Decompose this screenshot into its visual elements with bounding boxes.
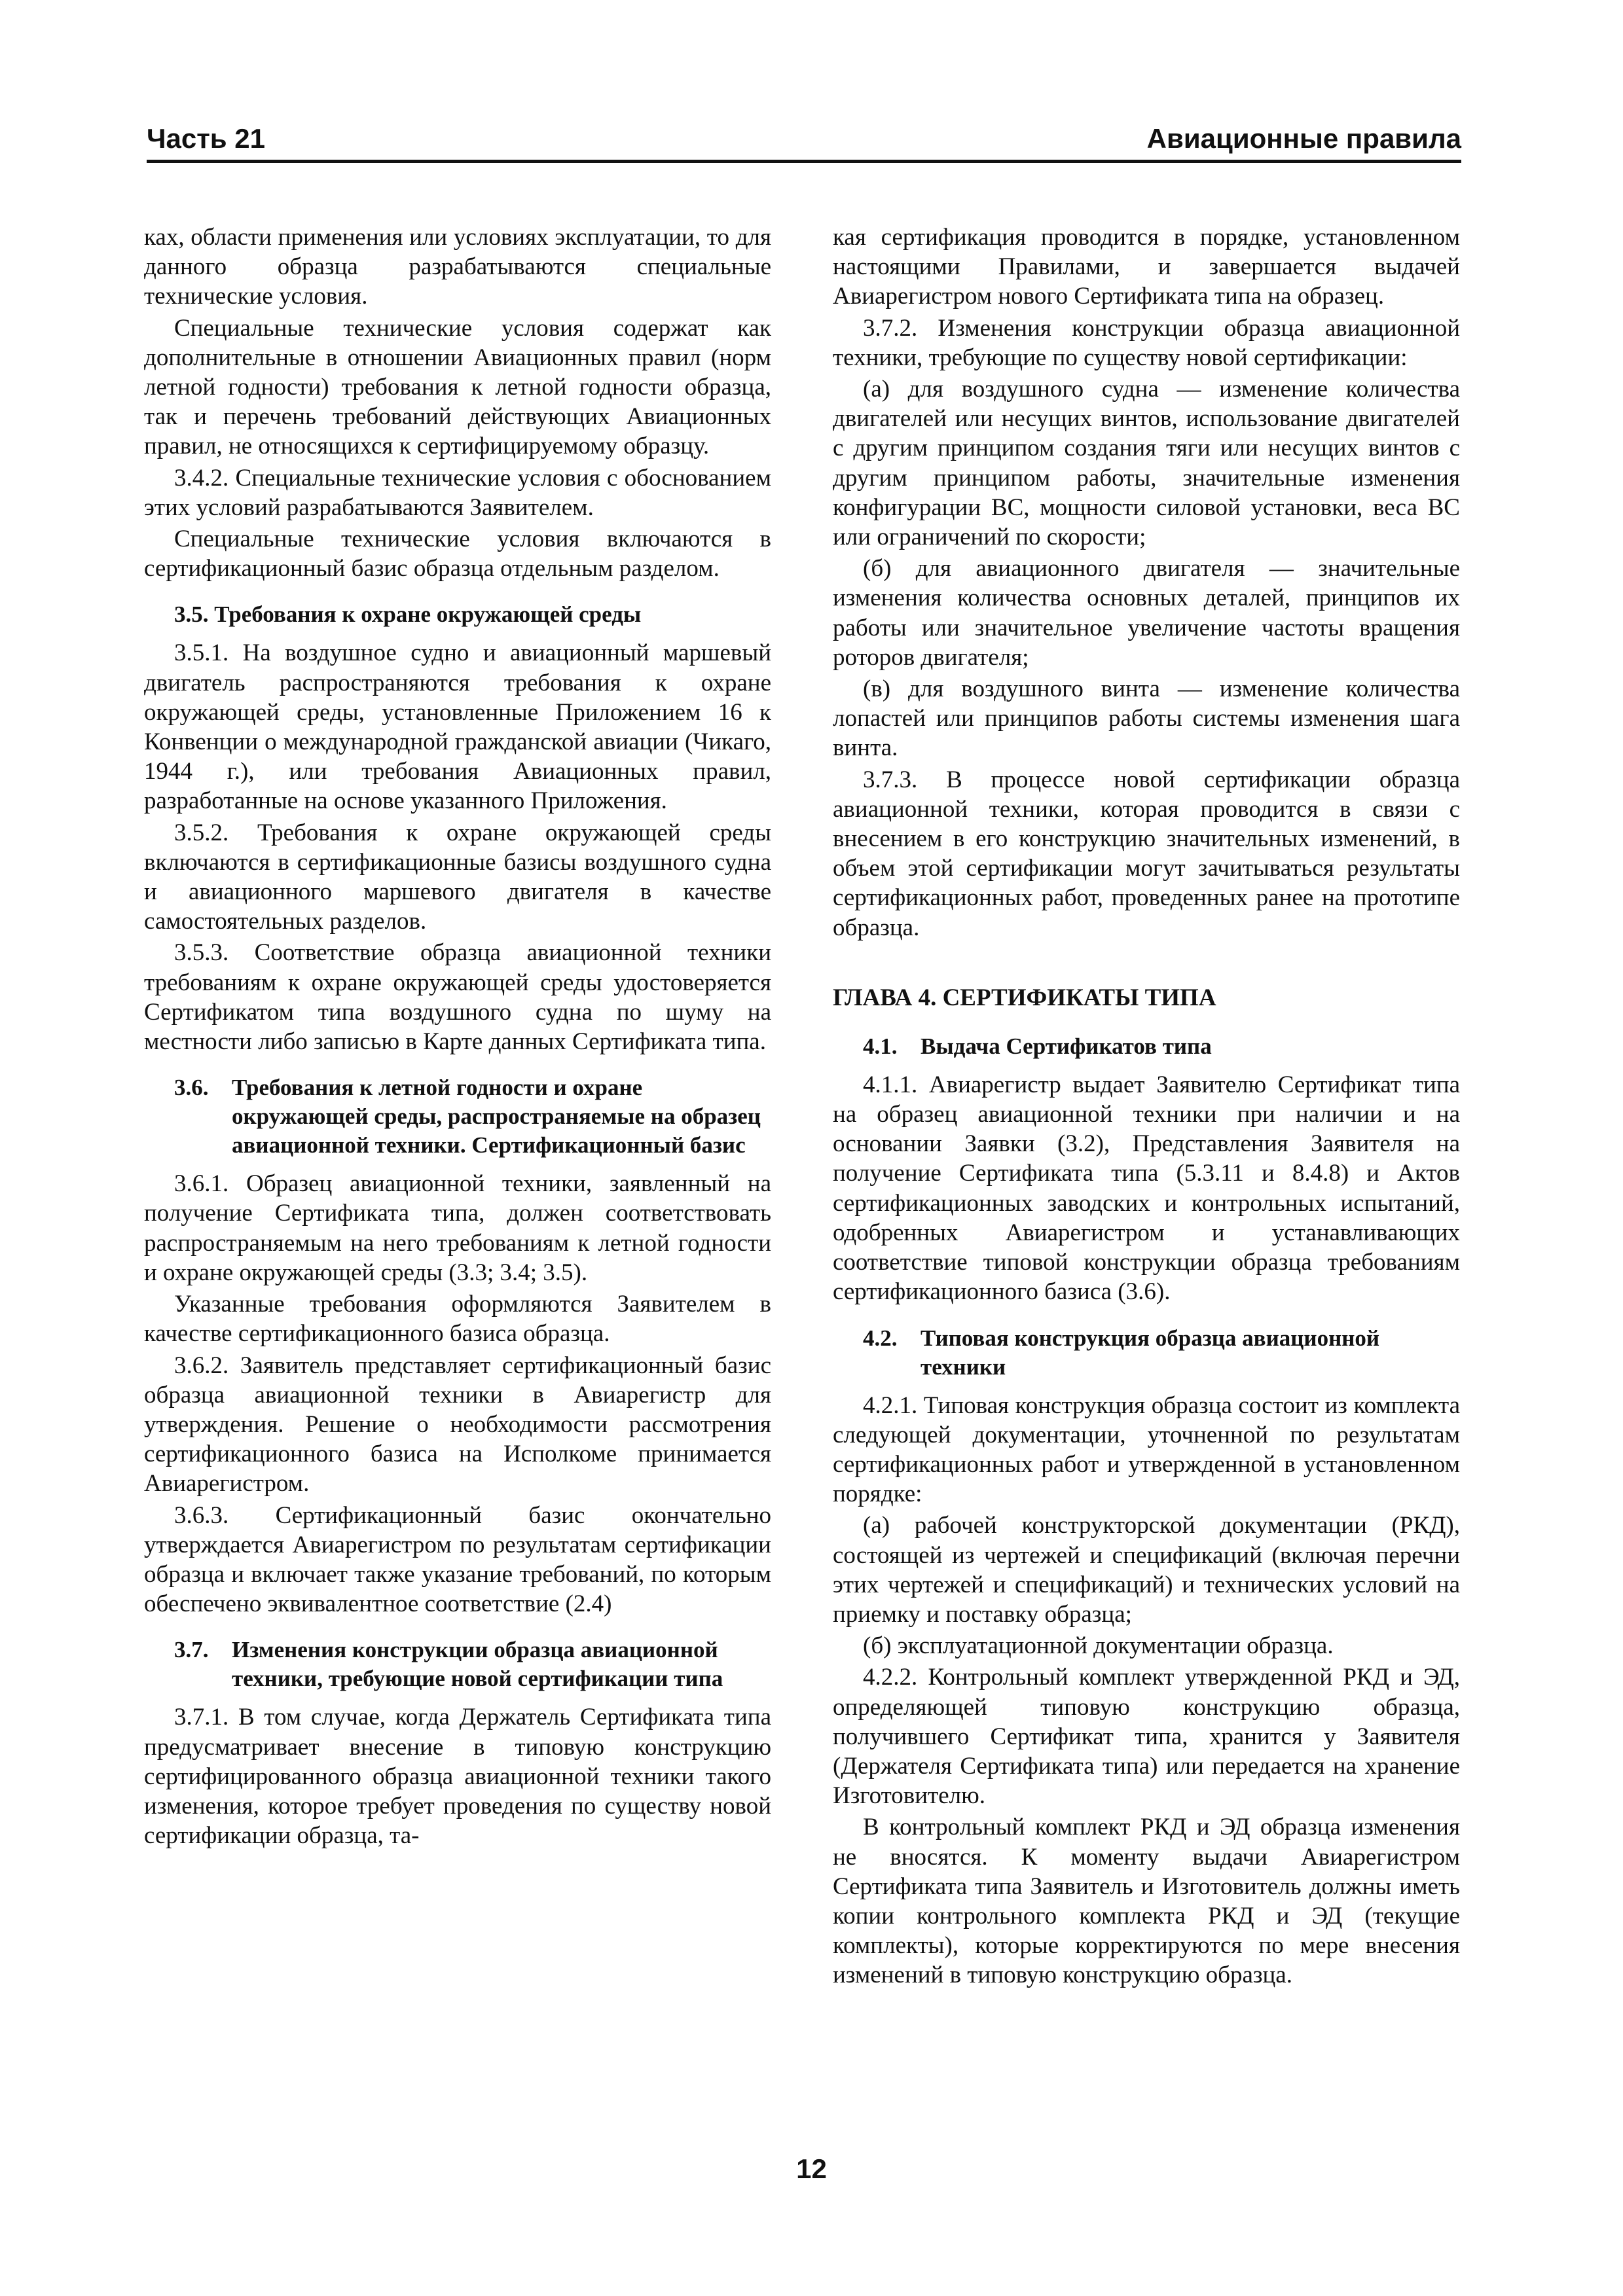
paragraph: кая сертификация проводится в порядке, установленном настоящими Правилами, и завершается выдачей Авиарегистром нового Сертификата типа на образец.	[833, 224, 1460, 310]
section-heading-3-7	[174, 1636, 771, 1693]
paragraph: В контрольный комплект РКД и ЭД образца изменения не вносятся. К моменту выдачи Авиарегистром Сертификата типа Заявитель и Изготовитель должны иметь копии контрольного комплекта РКД и ЭД (текущие комплекты), которые корректируются по мере внесения изменений в типовую конструкцию образца.	[833, 1814, 1460, 1989]
section-heading-4-1	[863, 1032, 1460, 1061]
paragraph-4-1-1: 4.1.1. Авиарегистр выдает Заявителю Сертификат типа на образец авиационной техники при наличии и на основании Заявки (3.2), Представления Заявителя на получение Сертификата типа (5.3.11 и 8.4.8) и Актов сертификационных заводских и контрольных испытаний, одобренных Авиарегистром и устанавливающих соответствие типовой конструкции образца требованиям сертификационного базиса (3.6).	[833, 1071, 1460, 1306]
paragraph-3-7-3: 3.7.3. В процессе новой сертификации образца авиационной техники, которая проводится в связи с внесением в его конструкцию значительных изменений, в объем этой сертификации могут зачитываться результаты сертификационных работ, проведенных ранее на прототипе образца.	[833, 766, 1460, 941]
paragraph-4-2-2: 4.2.2. Контрольный комплект утвержденной РКД и ЭД, определяющей типовую конструкцию образца, получившего Сертификат типа, хранится у Заявителя (Держателя Сертификата типа) или передается на хранение Изготовителю.	[833, 1664, 1460, 1810]
section-number: 3.7.	[174, 1637, 209, 1663]
paragraph-3-6-1: 3.6.1. Образец авиационной техники, заявленный на получение Сертификата типа, должен соответствовать распространяемым на него требованиям к летной годности и охране окружающей среды (3.3; 3.4; 3.5).	[144, 1170, 771, 1286]
header-part-label: Часть 21	[147, 123, 266, 154]
section-heading-3-5: 3.5. Требования к охране окружающей среды	[174, 601, 642, 628]
header-title: Авиационные правила	[1146, 123, 1461, 154]
paragraph-3-7-1: 3.7.1. В том случае, когда Держатель Сертификата типа предусматривает внесение в типовую конструкцию сертифицированного образца авиационной техники такого изменения, которое требует проведения по существу новой сертификации образца, та-	[144, 1704, 771, 1850]
chapter-heading: ГЛАВА 4. СЕРТИФИКАТЫ ТИПА	[833, 984, 1216, 1011]
list-item-a: (а) рабочей конструкторской документации (РКД), состоящей из чертежей и спецификаций (включая перечни этих чертежей и спецификаций) и технических условий на приемку и поставку образца;	[833, 1512, 1460, 1628]
section-title: Изменения конструкции образца авиационной техники, требующие новой сертификации типа	[232, 1637, 723, 1692]
paragraph: Специальные технические условия содержат как дополнительные в отношении Авиационных правил (норм летной годности) требования к летной годности образца, так и перечень требований действующих Авиационных правил, не относящихся к сертифицируемому образцу.	[144, 314, 771, 460]
section-title: Типовая конструкция образца авиационной техники	[921, 1325, 1380, 1380]
list-item-b: (б) для авиационного двигателя — значительные изменения количества основных деталей, принципов их работы или значительное увеличение частоты вращения роторов двигателя;	[833, 555, 1460, 671]
section-number: 3.6.	[174, 1075, 209, 1101]
section-heading-3-6	[174, 1073, 771, 1160]
paragraph-3-5-1: 3.5.1. На воздушное судно и авиационный маршевый двигатель распространяются требования к охране окружающей среды, установленные Приложением 16 к Конвенции о международной гражданской авиации (Чикаго, 1944 г.), или требования Авиационных правил, разработанные на основе указанного Приложения.	[144, 639, 771, 815]
section-number: 4.1.	[863, 1033, 898, 1059]
page-number: 12	[796, 2153, 827, 2184]
right-column	[833, 223, 1460, 1992]
paragraph-3-6-2: 3.6.2. Заявитель представляет сертификационный базис образца авиационной техники в Авиарегистр для утверждения. Решение о необходимости рассмотрения сертификационного базиса на Исполкоме принимается Авиарегистром.	[144, 1352, 771, 1498]
paragraph-3-6-3: 3.6.3. Сертификационный базис окончательно утверждается Авиарегистром по результатам сертификации образца и включает также указание требований, по которым обеспечено эквивалентное соответствие (2.4)	[144, 1501, 771, 1618]
list-item-a: (а) для воздушного судна — изменение количества двигателей или несущих винтов, использование двигателей с другим принципом создания тяги или несущих винтов с другим принципом работы, значительные изменения конфигурации ВС, мощности силовой установки, веса ВС или ограничений по скорости;	[833, 376, 1460, 551]
list-item-b: (б) эксплуатационной документации образца.	[863, 1632, 1334, 1660]
paragraph-3-5-2: 3.5.2. Требования к охране окружающей среды включаются в сертификационные базисы воздушного судна и авиационного маршевого двигателя в качестве самостоятельных разделов.	[144, 819, 771, 935]
section-title: Выдача Сертификатов типа	[921, 1033, 1212, 1059]
left-column	[144, 223, 771, 1852]
paragraph-3-7-2: 3.7.2. Изменения конструкции образца авиационной техники, требующие по существу новой сертификации:	[833, 314, 1460, 371]
section-number: 4.2.	[863, 1325, 898, 1351]
list-item-c: (в) для воздушного винта — изменение количества лопастей или принципов работы системы изменения шага винта.	[833, 675, 1460, 762]
paragraph-4-2-1: 4.2.1. Типовая конструкция образца состоит из комплекта следующей документации, уточненной по результатам сертификационных работ и утвержденной в установленном порядке:	[833, 1391, 1460, 1508]
paragraph: Специальные технические условия включаются в сертификационный базис образца отдельным разделом.	[144, 526, 771, 583]
running-header	[147, 118, 1461, 164]
paragraph-3-5-3: 3.5.3. Соответствие образца авиационной техники требованиям к охране окружающей среды удостоверяется Сертификатом типа воздушного судна по шуму на местности либо записью в Карте данных Сертификата типа.	[144, 939, 771, 1056]
paragraph-3-4-2: 3.4.2. Специальные технические условия с обоснованием этих условий разрабатываются Заявителем.	[144, 464, 771, 521]
paragraph: Указанные требования оформляются Заявителем в качестве сертификационного базиса образца.	[144, 1291, 771, 1348]
section-heading-4-2	[863, 1324, 1460, 1382]
section-title: Требования к летной годности и охране окружающей среды, распространяемые на образец авиационной техники. Сертификационный базис	[232, 1075, 761, 1158]
header-rule	[147, 160, 1461, 163]
paragraph: ках, области применения или условиях эксплуатации, то для данного образца разрабатываются специальные технические условия.	[144, 224, 771, 310]
